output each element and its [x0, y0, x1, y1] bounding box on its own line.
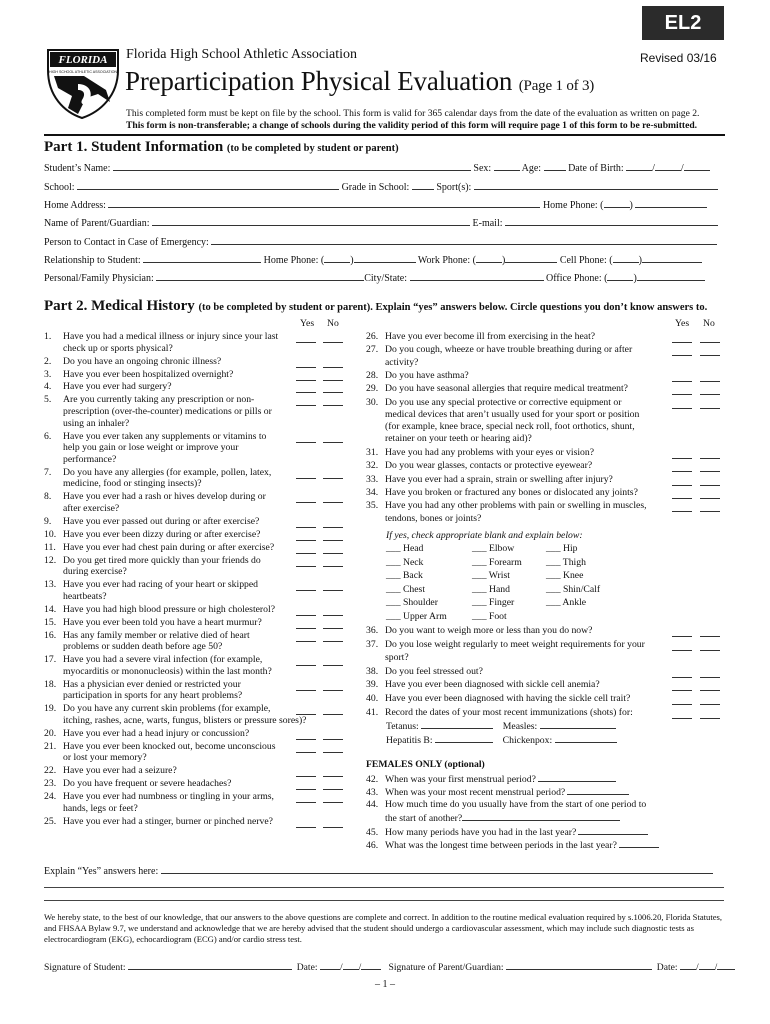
question-number: 13. — [44, 579, 57, 591]
body-part-checkbox[interactable]: ___ Forearm — [472, 556, 522, 568]
row-home-address: Home Address: Home Phone: ( ) — [44, 198, 707, 211]
question-text: Have you ever passed out during or after exercise? — [63, 515, 260, 527]
no-blank[interactable] — [700, 696, 720, 705]
female-question-42 — [366, 772, 616, 786]
chickenpox-field[interactable] — [555, 733, 617, 743]
yes-blank[interactable] — [672, 450, 692, 459]
question-text: Do you wear glasses, contacts or protective eyewear? — [385, 460, 593, 472]
statement-text: We hereby state, to the best of our knowledge, that our answers to the above questions are complete and correct. In addition to the routine medical evaluation required by s.1006.20, Florida Statutes, and FHSAA Bylaw 9.7, we understand and acknowledge that we are hereby advised that the student should undergo a cardiovascular assessment, which may include such diagnostic tests as electrocardiogram (EKG), echocardiogram (ECG) and/or cardio stress test. — [44, 912, 723, 944]
no-blank[interactable] — [323, 633, 343, 642]
question-text: Have you ever had a rash or hives develop during or — [63, 491, 266, 503]
no-blank[interactable] — [323, 545, 343, 554]
question-number: 31. — [366, 446, 379, 458]
signature-row: Signature of Student: Date: / / Signature of Parent/Guardian: Date: / / — [44, 960, 735, 973]
body-part-checkbox[interactable]: ___ Shoulder — [386, 597, 438, 609]
yes-blank[interactable] — [672, 710, 692, 719]
body-part-checkbox[interactable]: ___ Chest — [386, 583, 426, 595]
question-text: Record the dates of your most recent immunizations (shots) for: — [385, 707, 633, 719]
question-text: Are you currently taking any prescription or non- — [63, 394, 255, 406]
parent-date-m[interactable] — [680, 960, 696, 970]
question-number: 16. — [44, 629, 57, 641]
question-number: 36. — [366, 625, 379, 636]
yes-blank[interactable] — [296, 434, 316, 443]
no-blank[interactable] — [700, 682, 720, 691]
explain-field-1[interactable] — [161, 864, 713, 874]
question-number: 12. — [44, 554, 57, 566]
logo-subtext: HIGH SCHOOL ATHLETIC ASSOCIATION — [48, 70, 118, 74]
no-blank[interactable] — [323, 372, 343, 381]
yes-blank[interactable] — [296, 706, 316, 715]
question-text: Do you cough, wheeze or have trouble breathing during or after — [385, 344, 633, 356]
row-school: School: Grade in School: Sport(s): — [44, 180, 718, 193]
form-title: Preparticipation Physical Evaluation (Page 1 of 3) — [125, 66, 595, 96]
question-number: 33. — [366, 473, 379, 485]
header-divider — [44, 134, 725, 136]
parent-signature-field[interactable] — [506, 960, 652, 970]
question-number: 26. — [366, 331, 379, 342]
body-part-checkbox[interactable]: ___ Neck — [386, 556, 424, 568]
yes-blank[interactable] — [672, 503, 692, 512]
yes-blank[interactable] — [296, 682, 316, 691]
yes-blank[interactable] — [672, 642, 692, 651]
question-text: after exercise? — [63, 502, 120, 514]
yes-blank[interactable] — [296, 519, 316, 528]
yes-blank[interactable] — [296, 359, 316, 368]
question-text: help you gain or lose weight or improve your — [63, 442, 239, 454]
question-text: Have you ever had racing of your heart or skipped — [63, 579, 259, 591]
tetanus-field[interactable] — [421, 719, 493, 729]
no-blank[interactable] — [323, 532, 343, 541]
body-part-checkbox[interactable]: ___ Foot — [472, 611, 507, 622]
page-number: – 1 – — [375, 979, 395, 990]
question-number: 6. — [44, 430, 52, 442]
yes-blank[interactable] — [296, 494, 316, 503]
question-number: 14. — [44, 603, 57, 615]
question-number: 43. — [366, 787, 379, 799]
parent-name-field[interactable] — [152, 216, 470, 226]
yes-blank[interactable] — [296, 633, 316, 642]
yes-blank[interactable] — [296, 768, 316, 777]
body-part-checkbox[interactable]: ___ Hand — [472, 583, 510, 595]
question-number: 20. — [44, 727, 57, 739]
body-part-checkbox[interactable]: ___ Ankle — [546, 597, 587, 609]
answer-field[interactable] — [462, 811, 620, 821]
row-relationship: Relationship to Student: Home Phone: ( ) Work Phone: ( ) Cell Phone: ( ) — [44, 253, 702, 266]
body-part-checkbox[interactable]: ___ Elbow — [472, 543, 515, 554]
no-blank[interactable] — [700, 642, 720, 651]
yes-blank[interactable] — [672, 628, 692, 637]
question-text: participation in sports for any heart problems? — [63, 690, 243, 702]
female-question-45 — [366, 825, 648, 839]
explain-field-3[interactable] — [44, 900, 724, 901]
question-text: Have you ever had surgery? — [63, 381, 172, 393]
question-number: 38. — [366, 665, 379, 677]
body-parts-instruction: If yes, check appropriate blank and explain below: — [386, 530, 583, 541]
question-text: Do you have an ongoing chronic illness? — [63, 355, 222, 367]
answer-field[interactable] — [578, 825, 648, 835]
yes-blank[interactable] — [296, 558, 316, 567]
question-text: Do you want to weigh more or less than you do now? — [385, 625, 593, 636]
yes-blank[interactable] — [296, 582, 316, 591]
body-part-checkbox[interactable]: ___ Shin/Calf — [546, 583, 601, 595]
question-number: 4. — [44, 381, 52, 393]
yes-blank[interactable] — [672, 682, 692, 691]
rel-home-phone-field[interactable] — [354, 253, 416, 263]
no-blank[interactable] — [323, 794, 343, 803]
question-text: medical devices that aren’t usually used for your sport or position — [385, 408, 640, 420]
question-text: (for example, knee brace, special neck roll, foot orthotics, shunt, — [385, 421, 635, 433]
question-number: 42. — [366, 774, 379, 785]
yes-blank[interactable] — [296, 781, 316, 790]
question-text: using an inhaler? — [63, 417, 130, 429]
yes-blank[interactable] — [672, 696, 692, 705]
no-blank[interactable] — [700, 628, 720, 637]
home-address-field[interactable] — [108, 198, 540, 208]
question-text: Have you had any problems with your eyes or vision? — [385, 446, 595, 458]
yes-blank[interactable] — [296, 397, 316, 406]
question-text: Do you have seasonal allergies that require medical treatment? — [385, 383, 628, 395]
question-text: Have you ever been knocked out, become unconscious — [63, 740, 276, 752]
question-text: Do you have frequent or severe headaches? — [63, 778, 232, 790]
left-no-header: No — [327, 318, 339, 329]
body-part-checkbox[interactable]: ___ Back — [386, 570, 423, 582]
no-blank[interactable] — [323, 607, 343, 616]
question-number: 24. — [44, 791, 57, 803]
body-part-checkbox[interactable]: ___ Head — [386, 543, 424, 554]
student-date-m[interactable] — [320, 960, 340, 970]
question-text: Have you ever become ill from exercising in the heat? — [385, 331, 596, 342]
question-text: heartbeats? — [63, 590, 107, 602]
yes-blank[interactable] — [296, 334, 316, 343]
question-number: 27. — [366, 344, 379, 356]
female-question-43 — [366, 785, 629, 799]
logo-wordmark: FLORIDA — [58, 54, 108, 66]
question-text: Have you had a severe viral infection (for example, — [63, 654, 263, 666]
question-number: 18. — [44, 678, 57, 690]
revision-date: Revised 03/16 — [640, 51, 717, 65]
question-text: When was your most recent menstrual period? — [385, 787, 566, 799]
no-blank[interactable] — [323, 744, 343, 753]
body-part-checkbox[interactable]: ___ Upper Arm — [386, 611, 447, 622]
office-area-field[interactable] — [607, 271, 633, 281]
right-yes-header: Yes — [675, 318, 690, 329]
question-number: 30. — [366, 396, 379, 408]
question-text: Do you have any current skin problems (for example, — [63, 703, 271, 715]
row-student-name: Student’s Name: Sex: Age: Date of Birth: / / — [44, 161, 710, 174]
body-part-checkbox[interactable]: ___ Knee — [546, 570, 584, 582]
question-text: Do you use any special protective or corrective equipment or — [385, 396, 622, 408]
question-text: How many periods have you had in the last year? — [385, 826, 577, 838]
question-number: 8. — [44, 491, 52, 503]
yes-blank[interactable] — [296, 744, 316, 753]
question-number: 41. — [366, 707, 379, 719]
question-number: 46. — [366, 840, 379, 852]
question-text: tendons, bones or joints? — [385, 512, 482, 524]
student-signature-field[interactable] — [128, 960, 292, 970]
home-area-code-field[interactable] — [604, 198, 630, 208]
question-text: When was your first menstrual period? — [385, 774, 536, 785]
yes-blank[interactable] — [296, 372, 316, 381]
question-text: Have you ever had numbness or tingling in your arms, — [63, 791, 274, 803]
work-phone-field[interactable] — [505, 253, 557, 263]
question-text: check up or sports physical? — [63, 342, 173, 354]
no-blank[interactable] — [323, 359, 343, 368]
yes-blank[interactable] — [672, 490, 692, 499]
no-blank[interactable] — [323, 582, 343, 591]
question-number: 28. — [366, 370, 379, 381]
female-question-46 — [366, 838, 659, 852]
yes-blank[interactable] — [672, 463, 692, 472]
no-blank[interactable] — [700, 347, 720, 356]
no-blank[interactable] — [323, 494, 343, 503]
question-text: What was the longest time between periods in the last year? — [385, 840, 617, 852]
immunization-row-1: Tetanus: Measles: — [386, 719, 616, 733]
question-text: sport? — [385, 651, 409, 663]
yes-blank[interactable] — [296, 545, 316, 554]
question-text: performance? — [63, 453, 117, 465]
question-text: Do you have any allergies (for example, pollen, latex, — [63, 466, 272, 478]
question-number: 21. — [44, 740, 57, 752]
student-date-y[interactable] — [361, 960, 381, 970]
question-number: 34. — [366, 487, 379, 498]
question-number: 17. — [44, 654, 57, 666]
school-field[interactable] — [77, 180, 339, 190]
body-part-checkbox[interactable]: ___ Wrist — [472, 570, 510, 582]
row-physician: Personal/Family Physician: City/State: Office Phone: ( ) — [44, 271, 705, 284]
row-parent: Name of Parent/Guardian: E-mail: — [44, 216, 718, 229]
question-text: Do you feel stressed out? — [385, 665, 483, 677]
question-text: Have you ever been dizzy during or after exercise? — [63, 528, 261, 540]
question-text: medicine, food or stinging insects)? — [63, 478, 202, 490]
yes-blank[interactable] — [296, 470, 316, 479]
question-text: Has a physician ever denied or restricted your — [63, 678, 241, 690]
dob-year-field[interactable] — [684, 161, 710, 171]
no-blank[interactable] — [700, 503, 720, 512]
no-blank[interactable] — [323, 819, 343, 828]
question-text: Have you ever been hospitalized overnight? — [63, 368, 234, 380]
question-text: the start of another? — [385, 813, 463, 825]
no-blank[interactable] — [323, 682, 343, 691]
question-number: 5. — [44, 394, 52, 406]
sports-field[interactable] — [474, 180, 718, 190]
yes-blank[interactable] — [672, 386, 692, 395]
no-blank[interactable] — [323, 620, 343, 629]
emergency-contact-field[interactable] — [211, 235, 717, 245]
association-name: Florida High School Athletic Association — [126, 47, 357, 62]
cell-phone-field[interactable] — [642, 253, 702, 263]
question-number: 7. — [44, 466, 52, 478]
sex-field[interactable] — [494, 161, 520, 171]
explain-field-2[interactable] — [44, 887, 724, 888]
question-number: 39. — [366, 679, 379, 691]
body-part-checkbox[interactable]: ___ Thigh — [546, 556, 586, 568]
question-text: Do you get tired more quickly than your friends do — [63, 554, 261, 566]
question-number: 37. — [366, 638, 379, 650]
no-blank[interactable] — [700, 373, 720, 382]
question-text: Do you have asthma? — [385, 370, 469, 381]
no-blank[interactable] — [700, 450, 720, 459]
cell-area-field[interactable] — [613, 253, 639, 263]
form-code-badge: EL2 — [642, 6, 724, 40]
question-text: Have you broken or fractured any bones or dislocated any joints? — [385, 487, 638, 498]
question-number: 3. — [44, 368, 52, 380]
question-text: activity? — [385, 356, 419, 368]
explain-row: Explain “Yes” answers here: — [44, 864, 713, 877]
question-text: during exercise? — [63, 566, 127, 578]
question-number: 25. — [44, 815, 57, 827]
yes-blank[interactable] — [296, 620, 316, 629]
no-blank[interactable] — [700, 477, 720, 486]
question-number: 23. — [44, 778, 57, 790]
no-blank[interactable] — [700, 669, 720, 678]
grade-field[interactable] — [412, 180, 434, 190]
relationship-field[interactable] — [143, 253, 261, 263]
body-part-checkbox[interactable]: ___ Hip — [546, 543, 578, 554]
home-phone-field[interactable] — [635, 198, 707, 208]
city-state-field[interactable] — [410, 271, 544, 281]
question-text: Have you ever been diagnosed with sickle cell anemia? — [385, 679, 600, 691]
question-text: Have you ever had a sprain, strain or swelling after injury? — [385, 473, 613, 485]
question-text: hands, legs or feet? — [63, 802, 138, 814]
students-name-field[interactable] — [113, 161, 471, 171]
work-area-field[interactable] — [476, 253, 502, 263]
question-text: Have you had high blood pressure or high cholesterol? — [63, 603, 275, 615]
no-blank[interactable] — [323, 781, 343, 790]
yes-blank[interactable] — [672, 400, 692, 409]
question-text: Has any family member or relative died of heart — [63, 629, 250, 641]
office-phone-field[interactable] — [637, 271, 705, 281]
question-number: 44. — [366, 798, 379, 810]
question-number: 10. — [44, 528, 57, 540]
question-text: Have you ever had chest pain during or after exercise? — [63, 541, 275, 553]
yes-blank[interactable] — [296, 607, 316, 616]
no-blank[interactable] — [323, 558, 343, 567]
question-number: 32. — [366, 460, 379, 472]
yes-blank[interactable] — [672, 477, 692, 486]
question-number: 40. — [366, 693, 379, 705]
part1-heading: Part 1. Student Information (to be completed by student or parent) — [44, 139, 399, 155]
no-blank[interactable] — [323, 397, 343, 406]
yes-blank[interactable] — [296, 731, 316, 740]
question-text: How much time do you usually have from the start of one period to — [385, 798, 647, 810]
yes-blank[interactable] — [672, 373, 692, 382]
female-question-44 — [366, 799, 646, 826]
no-blank[interactable] — [323, 657, 343, 666]
yes-blank[interactable] — [672, 669, 692, 678]
no-blank[interactable] — [323, 434, 343, 443]
females-heading: FEMALES ONLY (optional) — [366, 759, 485, 770]
intro-text: This completed form must be kept on file by the school. This form is valid for 365 calendar days from the date of the evaluation as written on page 2. This form is non-transferable; a change of schools during the validity period of this form will require page 1 of this form to be re-submitted. — [126, 108, 700, 131]
fhsaa-logo — [44, 44, 122, 120]
question-text-line2 — [366, 811, 646, 825]
question-number: 2. — [44, 355, 52, 367]
question-number: 15. — [44, 616, 57, 628]
question-text: Have you ever had a seizure? — [63, 765, 177, 777]
email-field[interactable] — [505, 216, 718, 226]
yes-blank[interactable] — [296, 794, 316, 803]
answer-field[interactable] — [567, 785, 629, 795]
immunization-row-2: Hepatitis B: Chickenpox: — [386, 733, 617, 747]
question-text: Have you ever taken any supplements or vitamins to — [63, 430, 267, 442]
question-text: Have you ever had a stinger, burner or pinched nerve? — [63, 815, 273, 827]
dob-day-field[interactable] — [655, 161, 681, 171]
student-date-d[interactable] — [343, 960, 359, 970]
question-text: Have you had a medical illness or injury since your last — [63, 331, 279, 342]
yes-blank[interactable] — [296, 819, 316, 828]
question-number: 29. — [366, 383, 379, 395]
question-number: 11. — [44, 541, 56, 553]
question-text: prescription (over-the-counter) medications or pills or — [63, 405, 272, 417]
rel-home-area-field[interactable] — [324, 253, 350, 263]
question-number: 1. — [44, 331, 52, 342]
row-emergency: Person to Contact in Case of Emergency: — [44, 235, 717, 248]
question-number: 22. — [44, 765, 57, 777]
question-text: retainer on your teeth or hearing aid)? — [385, 433, 532, 445]
no-blank[interactable] — [323, 384, 343, 393]
dob-month-field[interactable] — [626, 161, 652, 171]
question-number: 19. — [44, 703, 57, 715]
no-blank[interactable] — [700, 490, 720, 499]
question-number: 35. — [366, 500, 379, 512]
no-blank[interactable] — [323, 334, 343, 343]
question-text: or lost your memory? — [63, 752, 147, 764]
hepatitis-field[interactable] — [435, 733, 493, 743]
yes-blank[interactable] — [672, 347, 692, 356]
no-blank[interactable] — [700, 334, 720, 343]
question-text: Do you lose weight regularly to meet weight requirements for your — [385, 638, 645, 650]
body-part-checkbox[interactable]: ___ Finger — [472, 597, 515, 609]
no-blank[interactable] — [700, 710, 720, 719]
no-blank[interactable] — [323, 768, 343, 777]
question-text: Have you ever been told you have a heart murmur? — [63, 616, 262, 628]
measles-field[interactable] — [540, 719, 616, 729]
yes-blank[interactable] — [672, 334, 692, 343]
no-blank[interactable] — [700, 463, 720, 472]
question-text: Have you had any other problems with pain or swelling in muscles, — [385, 500, 647, 512]
no-blank[interactable] — [700, 400, 720, 409]
parent-date-y[interactable] — [717, 960, 735, 970]
no-blank[interactable] — [323, 706, 343, 715]
question-text: Have you ever had a head injury or concussion? — [63, 727, 250, 739]
age-field[interactable] — [544, 161, 566, 171]
part2-heading: Part 2. Medical History (to be completed by student or parent). Explain “yes” answers below. Circle questions you don’t know answers to. — [44, 298, 708, 314]
question-text: myocarditis or mononucleosis) within the last month? — [63, 665, 272, 677]
answer-field[interactable] — [619, 838, 659, 848]
question-number: 45. — [366, 826, 379, 838]
no-blank[interactable] — [323, 731, 343, 740]
yes-blank[interactable] — [296, 657, 316, 666]
no-blank[interactable] — [323, 470, 343, 479]
question-text: itching, rashes, acne, warts, fungus, blisters or pressure sores)? — [63, 714, 307, 726]
no-blank[interactable] — [323, 519, 343, 528]
question-text: Have you ever been diagnosed with having the sickle cell trait? — [385, 693, 631, 705]
answer-field[interactable] — [538, 772, 616, 782]
question-number: 9. — [44, 515, 52, 527]
yes-blank[interactable] — [296, 532, 316, 541]
parent-date-d[interactable] — [699, 960, 715, 970]
no-blank[interactable] — [700, 386, 720, 395]
question-text: problems or sudden death before age 50? — [63, 641, 223, 653]
yes-blank[interactable] — [296, 384, 316, 393]
left-yes-header: Yes — [300, 318, 315, 329]
physician-field[interactable] — [156, 271, 364, 281]
right-no-header: No — [703, 318, 715, 329]
